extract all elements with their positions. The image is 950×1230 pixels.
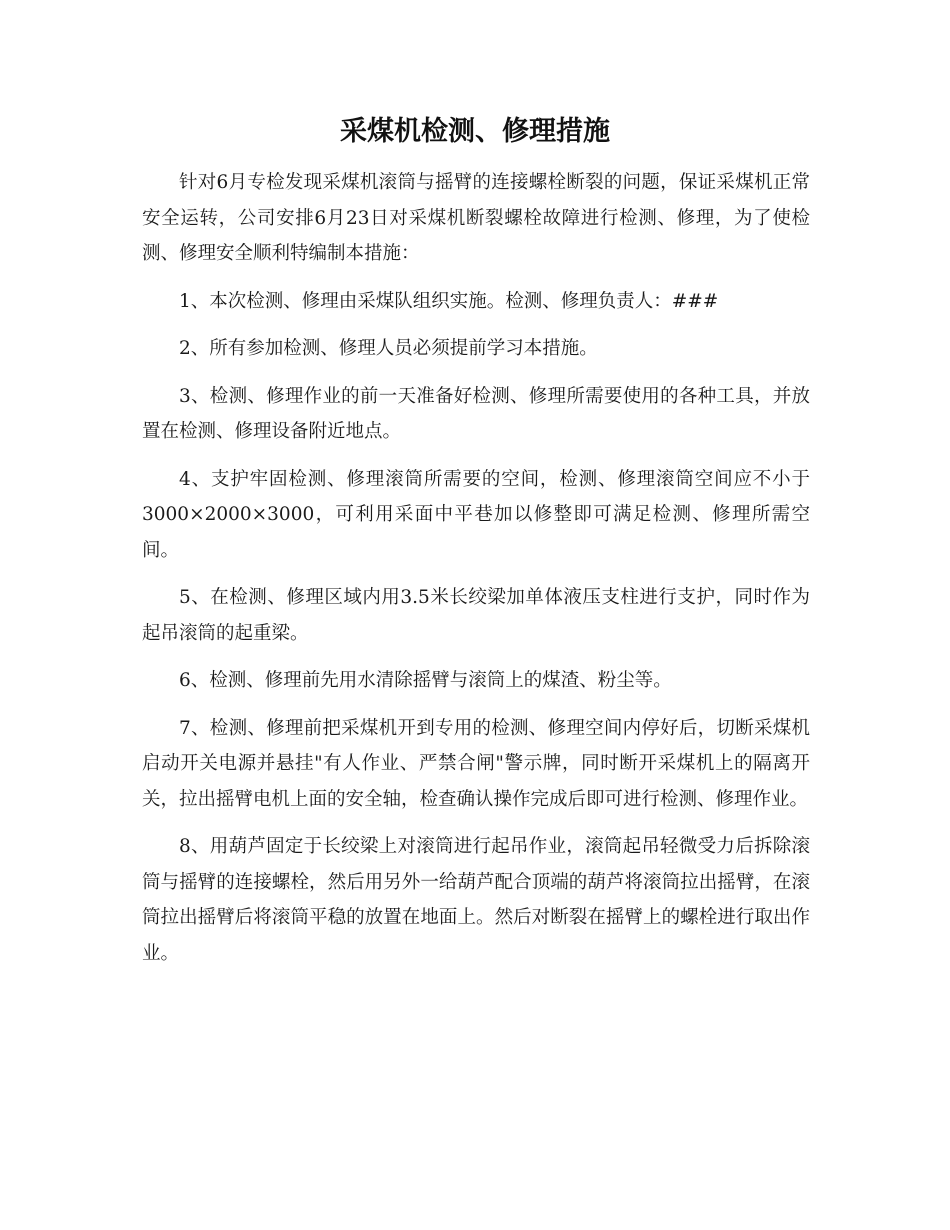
document-body <box>142 165 810 983</box>
paragraph-item-6: 6、检测、修理前先用水清除摇臂与滚筒上的煤渣、粉尘等。 <box>179 670 672 691</box>
paragraph-item-7: 7、检测、修理前把采煤机开到专用的检测、修理空间内停好后，切断采煤机启动开关电源并悬挂"有人作业、严禁合闸"警示牌，同时断开采煤机上的隔离开关，拉出摇臂电机上面的安全轴，检查确认操作完成后即可进行检测、修理作业。 <box>142 717 810 810</box>
paragraph-item-1: 1、本次检测、修理由采煤队组织实施。检测、修理负责人：### <box>179 290 719 312</box>
paragraph-item-8: 8、用葫芦固定于长绞梁上对滚筒进行起吊作业，滚筒起吊轻微受力后拆除滚筒与摇臂的连接螺栓，然后用另外一给葫芦配合顶端的葫芦将滚筒拉出摇臂，在滚筒拉出摇臂后将滚筒平稳的放置在地面上。然后对断裂在摇臂上的螺栓进行取出作业。 <box>142 836 810 964</box>
paragraph-item-3: 3、检测、修理作业的前一天准备好检测、修理所需要使用的各种工具，并放置在检测、修理设备附近地点。 <box>142 385 810 442</box>
document-title: 采煤机检测、修理措施 <box>340 116 610 147</box>
paragraph-item-5: 5、在检测、修理区域内用3.5米长绞梁加单体液压支柱进行支护，同时作为起吊滚筒的起重梁。 <box>142 587 810 644</box>
paragraph-item-2: 2、所有参加检测、修理人员必须提前学习本措施。 <box>179 338 598 359</box>
paragraph-item-4: 4、支护牢固检测、修理滚筒所需要的空间，检测、修理滚筒空间应不小于3000×2000×3000，可利用采面中平巷加以修整即可满足检测、修理所需空间。 <box>142 468 810 561</box>
paragraph-intro: 针对6月专检发现采煤机滚筒与摇臂的连接螺栓断裂的问题，保证采煤机正常安全运转，公司安排6月23日对采煤机断裂螺栓故障进行检测、修理，为了使检测、修理安全顺利特编制本措施： <box>142 172 810 264</box>
